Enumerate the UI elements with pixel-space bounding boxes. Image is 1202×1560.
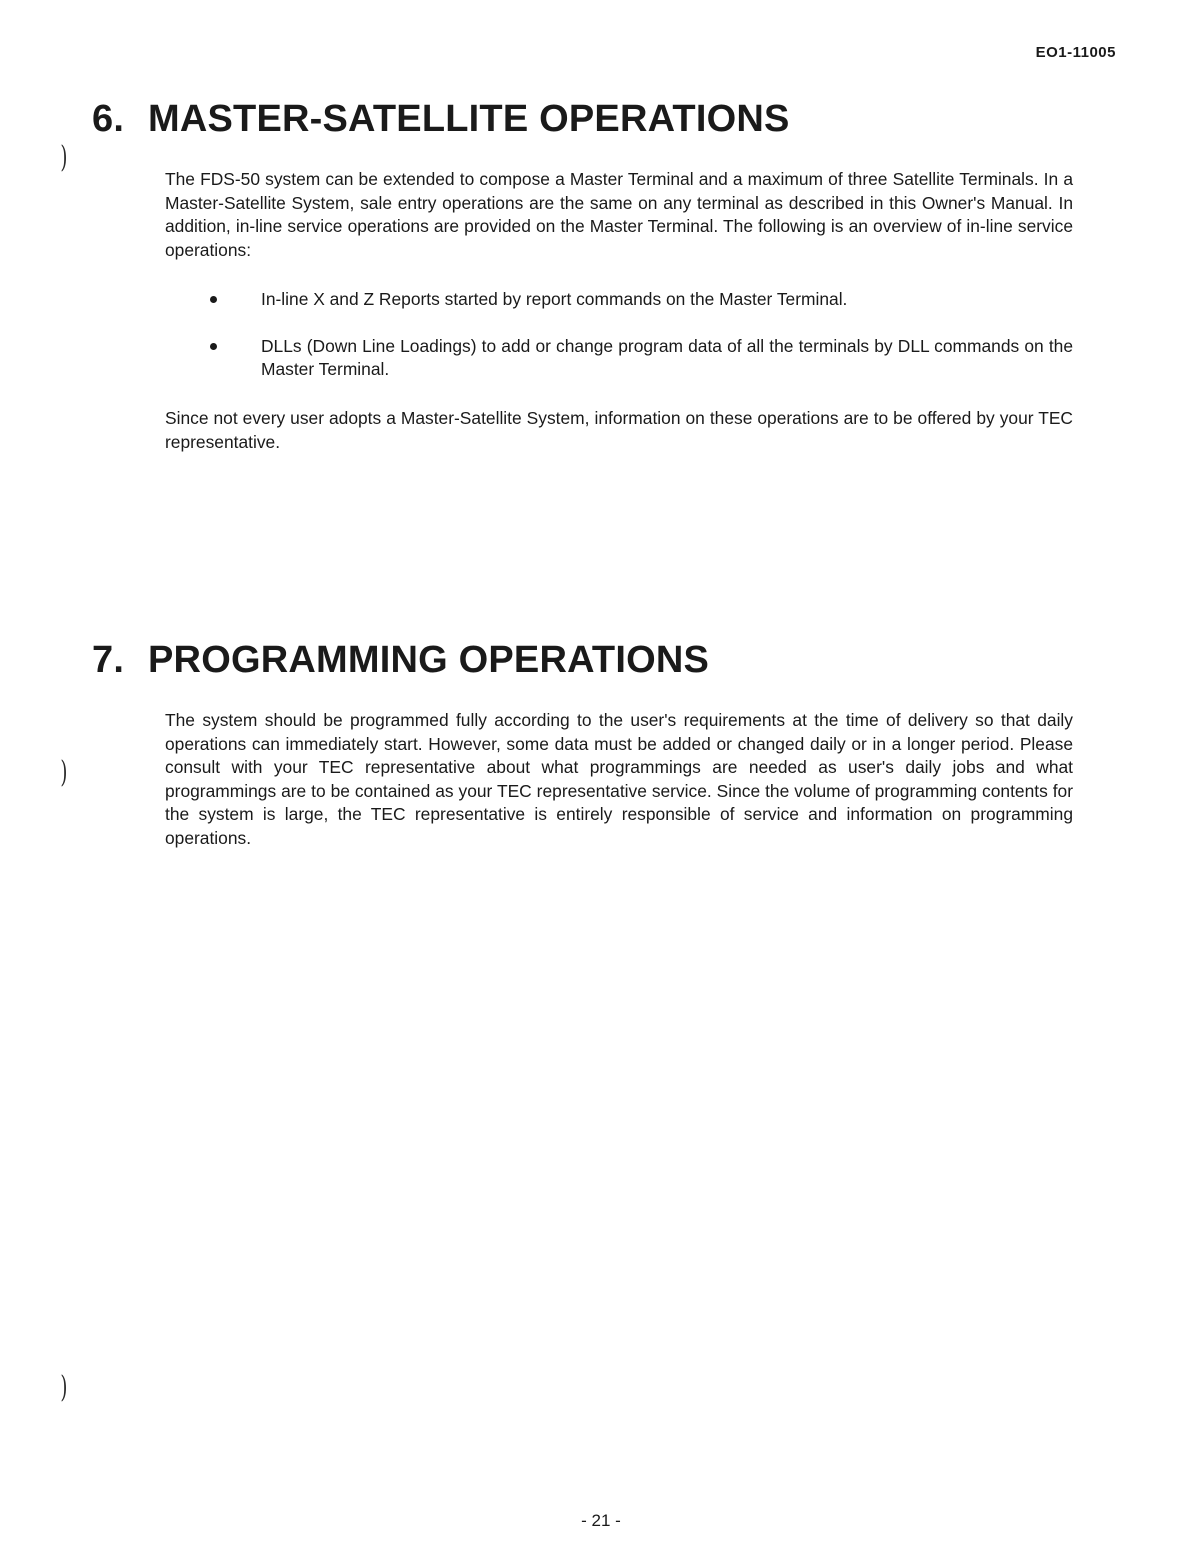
section-6-heading xyxy=(92,98,790,141)
list-item-text: DLLs (Down Line Loadings) to add or change program data of all the terminals by DLL commands on the Master Terminal. xyxy=(261,335,1073,379)
section-7-heading xyxy=(92,639,709,682)
binder-hole-mark: ) xyxy=(60,1370,68,1405)
list-item-text: In-line X and Z Reports started by report commands on the Master Terminal. xyxy=(261,289,848,309)
document-code: EO1-11005 xyxy=(1035,44,1116,61)
binder-hole-mark: ) xyxy=(60,755,68,790)
section-7-body: The system should be programmed fully according to the user's requirements at the time of delivery so that daily operations can immediately start. However, some data must be added or changed daily or in a longer period. Please consult with your TEC representative about what programmings are needed as user's daily jobs and what programmings are to be contained as your TEC representative service. Since the volume of programming contents for the system is large, the TEC representative is entirely responsible of service and information on programming operations. xyxy=(165,710,1073,848)
section-6-number: 6. xyxy=(92,98,125,140)
list-item xyxy=(165,335,1073,382)
bullet-icon xyxy=(210,296,217,303)
section-6-bullet-list xyxy=(165,288,1073,405)
page-number: - 21 - xyxy=(581,1511,621,1530)
bullet-icon xyxy=(210,343,217,350)
section-6-closing: Since not every user adopts a Master-Satellite System, information on these operations are to be offered by your TEC representative. xyxy=(165,408,1073,452)
section-7-title: PROGRAMMING OPERATIONS xyxy=(148,639,710,681)
section-7-number: 7. xyxy=(92,639,125,681)
binder-hole-mark: ) xyxy=(60,140,68,175)
list-item xyxy=(165,288,1073,312)
section-6-intro: The FDS-50 system can be extended to compose a Master Terminal and a maximum of three Satellite Terminals. In a Master-Satellite System, sale entry operations are the same on any terminal as described in this Owner's Manual. In addition, in-line service operations are provided on the Master Terminal. The following is an overview of in-line service operations: xyxy=(165,169,1073,260)
section-6-title: MASTER-SATELLITE OPERATIONS xyxy=(148,98,790,140)
